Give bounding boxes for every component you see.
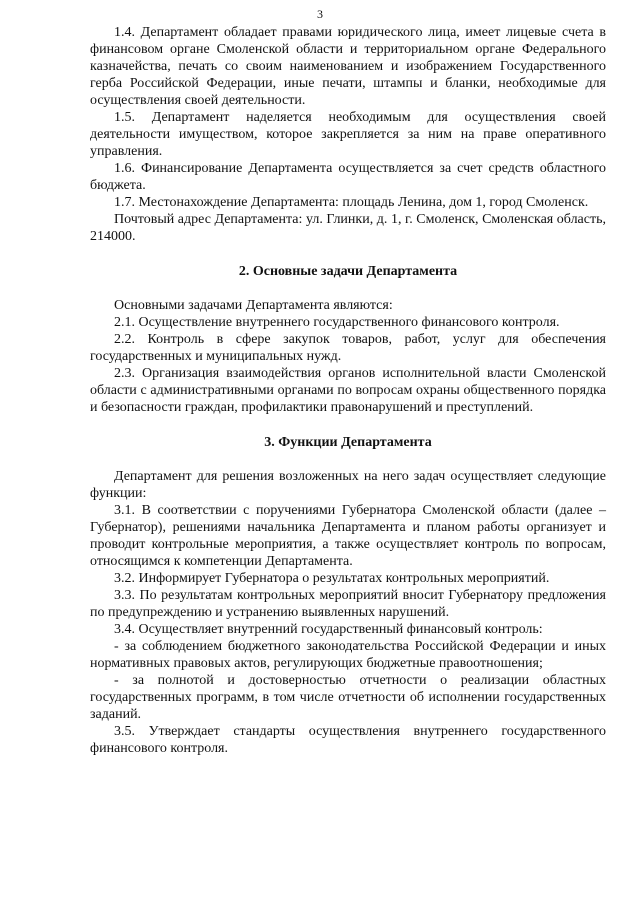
section-3-heading: 3. Функции Департамента <box>264 435 432 450</box>
page-number: 3 <box>317 7 323 21</box>
paragraph-3-4-b: - за полнотой и достоверностью отчетности о реализации областных государственных программ, в том числе отчетности об исполнении государственных заданий. <box>90 673 606 722</box>
section-2-intro: Основными задачами Департамента являются: <box>114 298 393 313</box>
section-2-heading: 2. Основные задачи Департамента <box>238 264 458 279</box>
paragraph-2-2: 2.2. Контроль в сфере закупок товаров, работ, услуг для обеспечения государственных и муниципальных нужд. <box>90 332 606 364</box>
paragraph-3-4: 3.4. Осуществляет внутренний государственный финансовый контроль: <box>114 622 543 637</box>
paragraph-3-2: 3.2. Информирует Губернатора о результатах контрольных мероприятий. <box>114 571 550 586</box>
paragraph-2-3: 2.3. Организация взаимодействия органов исполнительной власти Смоленской области с административными органами по вопросам охраны общественного порядка и безопасности граждан, профилактики правонарушений и преступлений. <box>90 366 606 415</box>
paragraph-1-7: 1.7. Местонахождение Департамента: площадь Ленина, дом 1, город Смоленск. <box>114 195 589 210</box>
paragraph-1-4: 1.4. Департамент обладает правами юридического лица, имеет лицевые счета в финансовом органе Смоленской области и территориальном органе Федерального казначейства, печать со своим наименованием и изображением Государственного герба Российской Федерации, иные печати, штампы и бланки, необходимые для осуществления своей деятельности. <box>90 25 606 108</box>
paragraph-3-5: 3.5. Утверждает стандарты осуществления внутреннего государственного финансового контроля. <box>90 724 606 756</box>
document-body <box>90 24 606 757</box>
paragraph-3-4-a: - за соблюдением бюджетного законодательства Российской Федерации и иных нормативных правовых актов, регулирующих бюджетные правоотношения; <box>90 639 606 671</box>
paragraph-1-6: 1.6. Финансирование Департамента осуществляется за счет средств областного бюджета. <box>90 161 606 193</box>
paragraph-postal-address: Почтовый адрес Департамента: ул. Глинки, д. 1, г. Смоленск, Смоленская область, 214000. <box>90 212 606 244</box>
section-3-intro: Департамент для решения возложенных на него задач осуществляет следующие функции: <box>90 469 606 501</box>
paragraph-1-5: 1.5. Департамент наделяется необходимым для осуществления своей деятельности имуществом, которое закрепляется за ним на праве оперативного управления. <box>90 110 606 159</box>
paragraph-3-3: 3.3. По результатам контрольных мероприятий вносит Губернатору предложения по предупреждению и устранению выявленных нарушений. <box>90 588 606 620</box>
paragraph-2-1: 2.1. Осуществление внутреннего государственного финансового контроля. <box>114 315 560 330</box>
paragraph-3-1: 3.1. В соответствии с поручениями Губернатора Смоленской области (далее – Губернатор), решениями начальника Департамента и планом работы организует и проводит контрольные мероприятия, а также осуществляет контроль по вопросам, относящимся к компетенции Департамента. <box>90 503 606 569</box>
